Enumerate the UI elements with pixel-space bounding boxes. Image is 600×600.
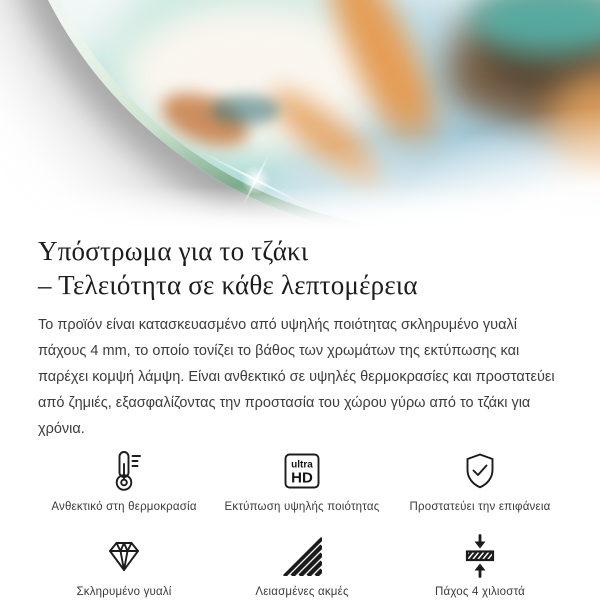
- feature-grid: [38, 448, 566, 598]
- product-photo: [0, 0, 600, 230]
- product-info: [0, 230, 600, 598]
- feature-thickness: [394, 533, 566, 598]
- ultra-hd-icon: [282, 451, 322, 491]
- white-fade-overlay: [0, 0, 600, 230]
- sparkle-glow: [240, 164, 272, 196]
- shield-check-icon: [460, 451, 500, 491]
- feature-label: Εκτύπωση υψηλής ποιότητας: [224, 501, 380, 513]
- hd-label: HD: [291, 469, 313, 487]
- polished-edges-icon: [282, 536, 322, 576]
- feature-label: Σκληρυμένο γυαλί: [76, 586, 172, 598]
- feature-label: Πάχος 4 χιλιοστά: [434, 586, 526, 598]
- page-title: [38, 234, 566, 302]
- feature-surface-protection: [394, 448, 566, 513]
- title-line-2: – Τελειότητα σε κάθε λεπτομέρεια: [38, 270, 418, 300]
- feature-polished-edges: [216, 533, 388, 598]
- feature-label: Ανθεκτικό στη θερμοκρασία: [51, 501, 197, 513]
- feature-label: Λειασμένες ακμές: [255, 586, 349, 598]
- title-line-1: Υπόστρωμα για το τζάκι: [38, 236, 309, 266]
- feature-temperature: [38, 448, 210, 513]
- feature-tempered-glass: [38, 533, 210, 598]
- diamond-icon: [104, 536, 144, 576]
- ultra-label: ultra: [291, 459, 313, 471]
- thickness-icon: [460, 534, 500, 578]
- thermometer-icon: [104, 449, 144, 493]
- product-description: Το προϊόν είναι κατασκευασμένο από υψηλής ποιότητας σκληρυμένο γυαλί πάχους 4 mm, το οποίο τονίζει το βάθος των χρωμάτων της εκτύπωσης και παρέχει κομψή λάμψη. Είναι ανθεκτικό σε υψηλές θερμοκρασίες και προστατεύει από ζημιές, εξασφαλίζοντας την προστασία του χώρου γύρω από το τζάκι για χρόνια.: [38, 317, 555, 437]
- feature-label: Προστατεύει την επιφάνεια: [409, 501, 551, 513]
- feature-print-quality: [216, 448, 388, 513]
